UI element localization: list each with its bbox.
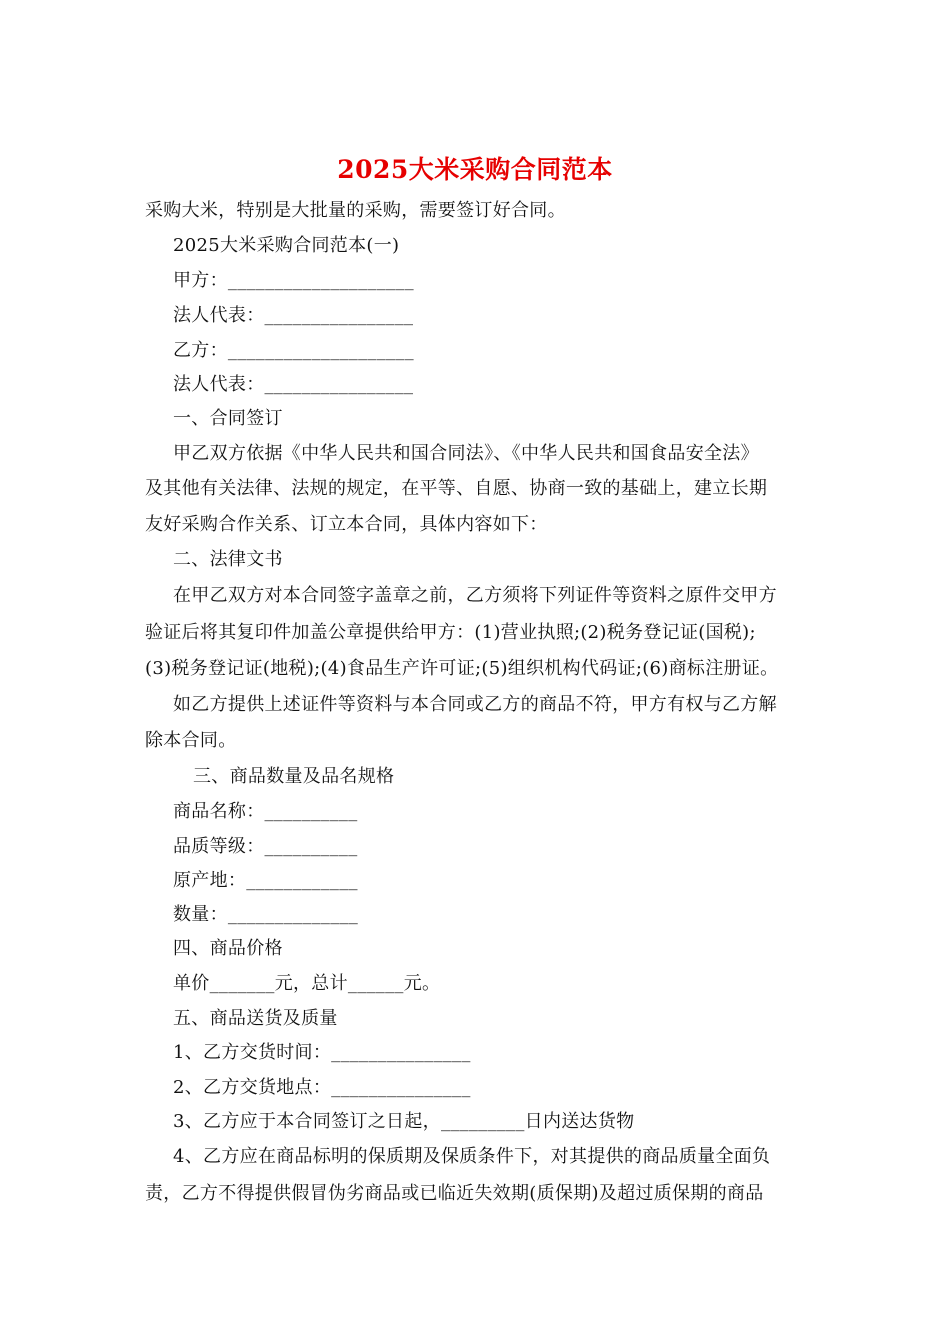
legal-rep-a-field: 法人代表：________________ <box>173 305 414 326</box>
paragraph-line: 验证后将其复印件加盖公章提供给甲方：(1)营业执照;(2)税务登记证(国税); <box>145 622 756 643</box>
origin-field: 原产地：____________ <box>173 870 358 891</box>
document-title: 2025大米采购合同范本 <box>337 155 613 184</box>
intro-text: 采购大米，特别是大批量的采购，需要签订好合同。 <box>145 200 566 221</box>
paragraph-line: 责，乙方不得提供假冒伪劣商品或已临近失效期(质保期)及超过质保期的商品 <box>145 1183 764 1204</box>
paragraph-line: 除本合同。 <box>145 730 237 751</box>
product-name-field: 商品名称：__________ <box>173 801 358 822</box>
party-b-field: 乙方：____________________ <box>173 340 414 361</box>
clause-heading: 三、商品数量及品名规格 <box>193 766 395 787</box>
delivery-days-field: 3、乙方应于本合同签订之日起，_________日内送达货物 <box>173 1111 635 1132</box>
clause-heading: 一、合同签订 <box>173 408 283 429</box>
paragraph-line: 在甲乙双方对本合同签字盖章之前，乙方须将下列证件等资料之原件交甲方 <box>173 585 777 606</box>
party-a-field: 甲方：____________________ <box>173 270 414 291</box>
paragraph-line: 4、乙方应在商品标明的保质期及保质条件下，对其提供的商品质量全面负 <box>173 1146 771 1167</box>
quantity-field: 数量：______________ <box>173 904 359 925</box>
delivery-place-field: 2、乙方交货地点：_______________ <box>173 1077 471 1098</box>
legal-rep-b-field: 法人代表：________________ <box>173 374 414 395</box>
paragraph-line: (3)税务登记证(地税);(4)食品生产许可证;(5)组织机构代码证;(6)商标注册证。 <box>145 658 779 679</box>
delivery-time-field: 1、乙方交货时间：_______________ <box>173 1042 471 1063</box>
price-field: 单价_______元，总计______元。 <box>173 973 441 994</box>
quality-grade-field: 品质等级：__________ <box>173 836 358 857</box>
clause-heading: 四、商品价格 <box>173 938 283 959</box>
clause-heading: 二、法律文书 <box>173 549 283 570</box>
paragraph-line: 如乙方提供上述证件等资料与本合同或乙方的商品不符，甲方有权与乙方解 <box>173 694 777 715</box>
paragraph-line: 友好采购合作关系、订立本合同，具体内容如下： <box>145 514 548 535</box>
clause-heading: 五、商品送货及质量 <box>173 1008 338 1029</box>
paragraph-line: 甲乙双方依据《中华人民共和国合同法》、《中华人民共和国食品安全法》 <box>173 443 759 464</box>
paragraph-line: 及其他有关法律、法规的规定，在平等、自愿、协商一致的基础上，建立长期 <box>145 478 768 499</box>
section-heading: 2025大米采购合同范本(一) <box>173 235 400 256</box>
